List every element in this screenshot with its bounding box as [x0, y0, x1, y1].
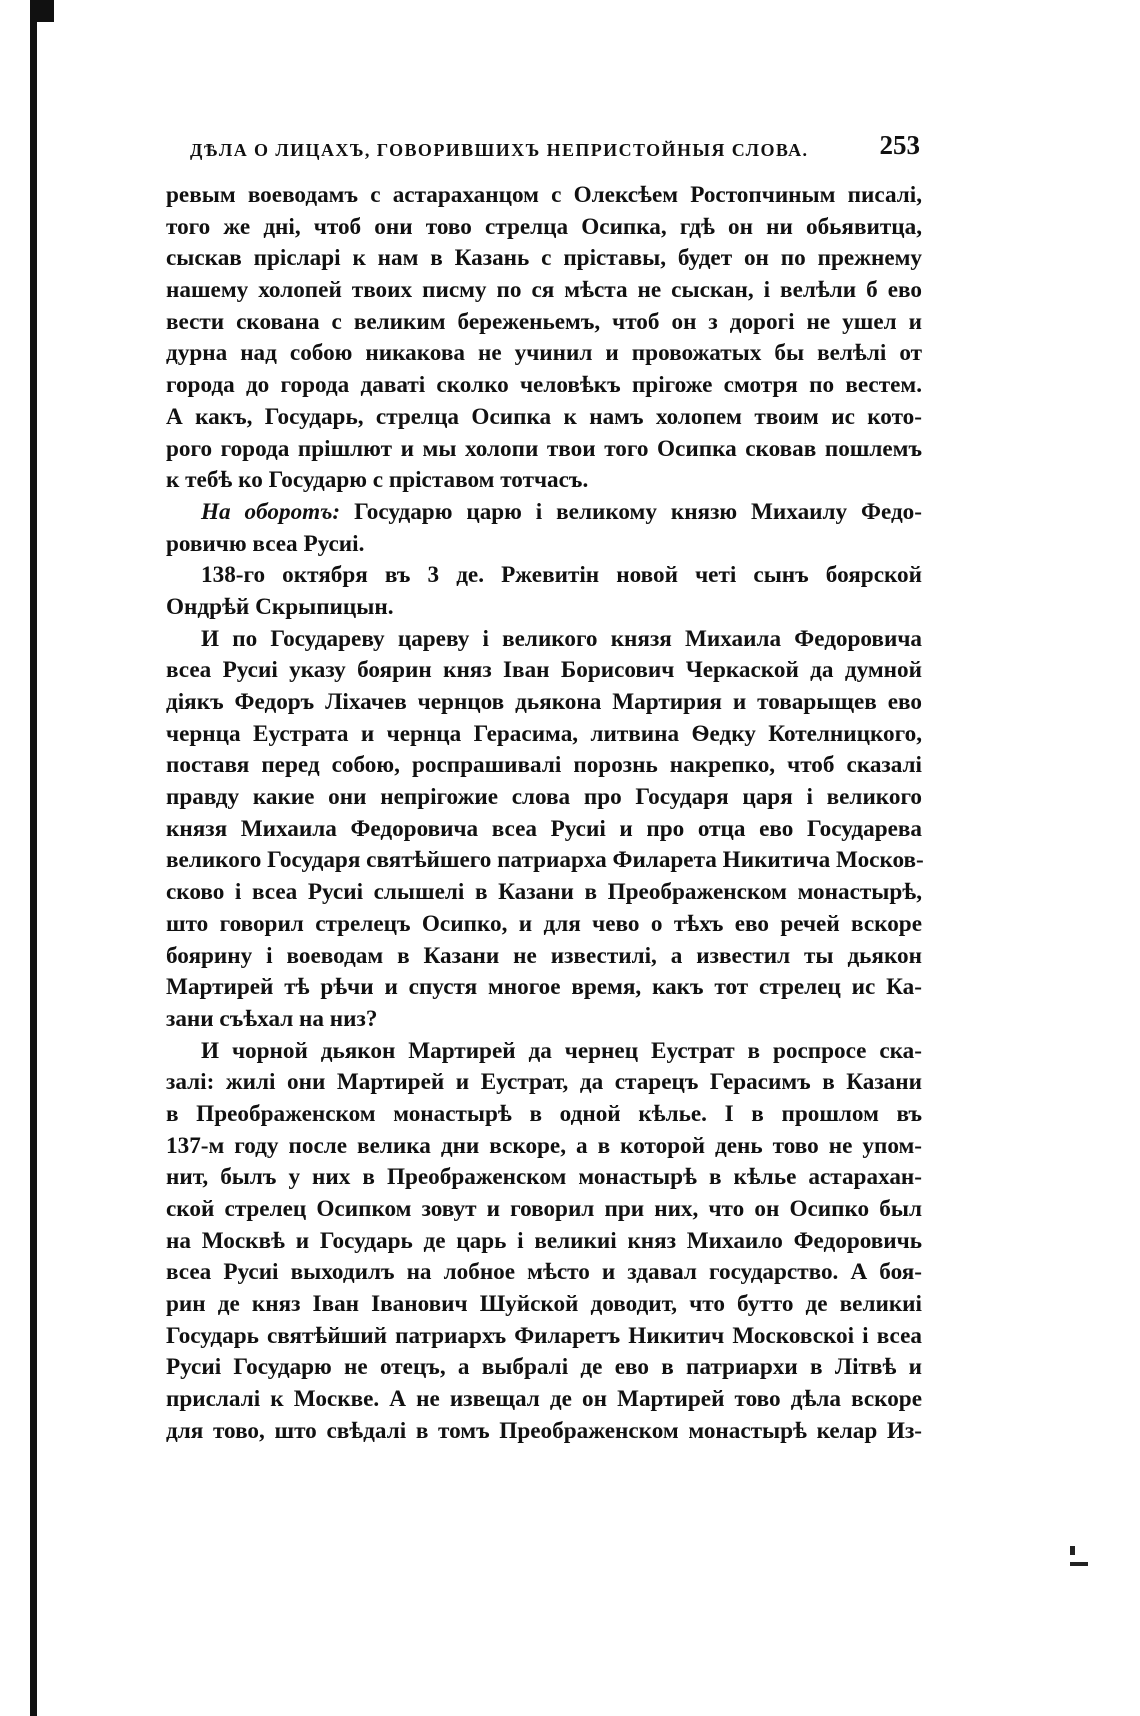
- text-line: ской стрелец Осипком зовут и говорил при них, что он Осипко был: [166, 1196, 922, 1222]
- text-line: сыскав прісларі к нам в Казань с пріставы, будет он по прежнему: [166, 245, 922, 272]
- date-line: 138-го октября въ 3 де. Ржевитін новой четі сынъ боярской: [201, 562, 922, 589]
- endorsement-text: Государю царю і великому князю Михаилу Федо-: [354, 498, 922, 525]
- text-line: дурна над собою никакова не учинил и провожатых бы велѣлі от: [166, 340, 922, 367]
- text-line: великого Государя святѣйшего патриарха Филарета Никитича Москов-: [166, 847, 924, 874]
- scan-border-left: [30, 0, 37, 1716]
- text-line: А какъ, Государь, стрелца Осипка к намъ холопем твоим ис кото-: [166, 403, 922, 430]
- text-line: Мартирей тѣ рѣчи и спустя многое время, какъ тот стрелец ис Ка-: [166, 974, 922, 1001]
- text-line: князя Михаила Федоровича всеа Русиі и про отца ево Государева: [166, 815, 922, 842]
- text-line: Государь святѣйший патриархъ Филаретъ Никитич Московскоі і всеа: [166, 1322, 922, 1349]
- text-line: нит, былъ у них в Преображенском монастырѣ в кѣлье астарахан-: [166, 1164, 922, 1191]
- text-line: к тебѣ ко Государю с пріставом тотчасъ.: [166, 467, 589, 494]
- text-line: ревым воеводамъ с астараханцом с Олексѣем Ростопчиным писалі,: [166, 182, 922, 208]
- text-line: сково і всеа Русиі слышелі в Казани в Преображенском монастырѣ,: [166, 879, 922, 906]
- text-line: И чорной дьякон Мартирей да чернец Еустрат в роспросе ска-: [201, 1037, 922, 1064]
- text-line: діякъ Федоръ Ліхачев чернцов дьякона Мартирия и товарыщев ево: [166, 689, 922, 715]
- text-line: всеа Русиі выходилъ на лобное мѣсто и здавал государство. А боя-: [166, 1259, 922, 1286]
- text-line: того же дні, чтоб они тово стрелца Осипка, гдѣ он ни обьявитца,: [166, 213, 922, 240]
- endorsement-line: ровичю всеа Русиі.: [166, 530, 365, 557]
- text-line: зани съѣхал на низ?: [166, 1005, 378, 1032]
- page-number: 253: [879, 130, 920, 160]
- text-line: боярину і воеводам в Казани не известилі, а известил ты дьякон: [166, 942, 922, 969]
- running-head: ДѢЛА О ЛИЦАХЪ, ГОВОРИВШИХЪ НЕПРИСТОЙНЫЯ СЛОВА.: [190, 140, 809, 160]
- text-line: города до города даваті сколко человѣкъ прігоже смотря по вестем.: [166, 372, 922, 399]
- text-line: прислалі к Москве. А не извещал де он Мартирей тово дѣла вскоре: [166, 1386, 922, 1413]
- scan-artifact-mark: [1070, 1554, 1088, 1566]
- text-line: правду какие они непрігожие слова про Государя царя і великого: [166, 784, 922, 811]
- text-line: што говорил стрелецъ Осипко, и для чево о тѣхъ ево речей вскоре: [166, 910, 922, 937]
- text-line: залі: жилі они Мартирей и Еустрат, да старецъ Герасимъ в Казани: [166, 1069, 922, 1096]
- text-line: нашему холопей твоих писму по ся мѣста не сыскан, і велѣли б ево: [166, 277, 922, 304]
- page-header: [190, 130, 920, 170]
- text-line: для тово, што свѣдалі в томъ Преображенском монастырѣ келар Из-: [166, 1417, 922, 1444]
- text-line: Русиі Государю не отецъ, а выбралі де ево в патриархи в Літвѣ и: [166, 1354, 922, 1381]
- text-line: И по Государеву цареву і великого князя Михаила Федоровича: [201, 625, 922, 652]
- text-line: в Преображенском монастырѣ в одной кѣлье. І в прошлом въ: [166, 1100, 922, 1127]
- signature-line: Ондрѣй Скрыпицын.: [166, 593, 394, 620]
- text-line: всеа Русиі указу боярин княз Іван Борисович Черкаской да думной: [166, 657, 922, 684]
- body-text: [166, 180, 922, 1448]
- text-line: 137-м году после велика дни вскоре, а в которой день тово не упом-: [166, 1132, 922, 1159]
- text-line: на Москвѣ и Государь де царь і великиі княз Михаило Федоровичь: [166, 1227, 922, 1254]
- endorsement-label: На оборотъ:: [201, 498, 341, 525]
- text-line: вести скована с великим береженьемъ, чтоб он з дорогі не ушел и: [166, 308, 922, 335]
- text-line: рин де княз Іван Іванович Шуйской доводит, что бутто де великиі: [166, 1291, 922, 1318]
- text-line: чернца Еустрата и чернца Герасима, литвина Ѳедку Котелницкого,: [166, 720, 922, 747]
- text-line: поставя перед собою, роспрашивалі порознь накрепко, чтоб сказалі: [166, 752, 922, 779]
- endorsement-line: [166, 497, 922, 529]
- text-line: рого города прішлют и мы холопи твои того Осипка сковав пошлемъ: [166, 435, 922, 462]
- scan-border-corner: [30, 0, 54, 22]
